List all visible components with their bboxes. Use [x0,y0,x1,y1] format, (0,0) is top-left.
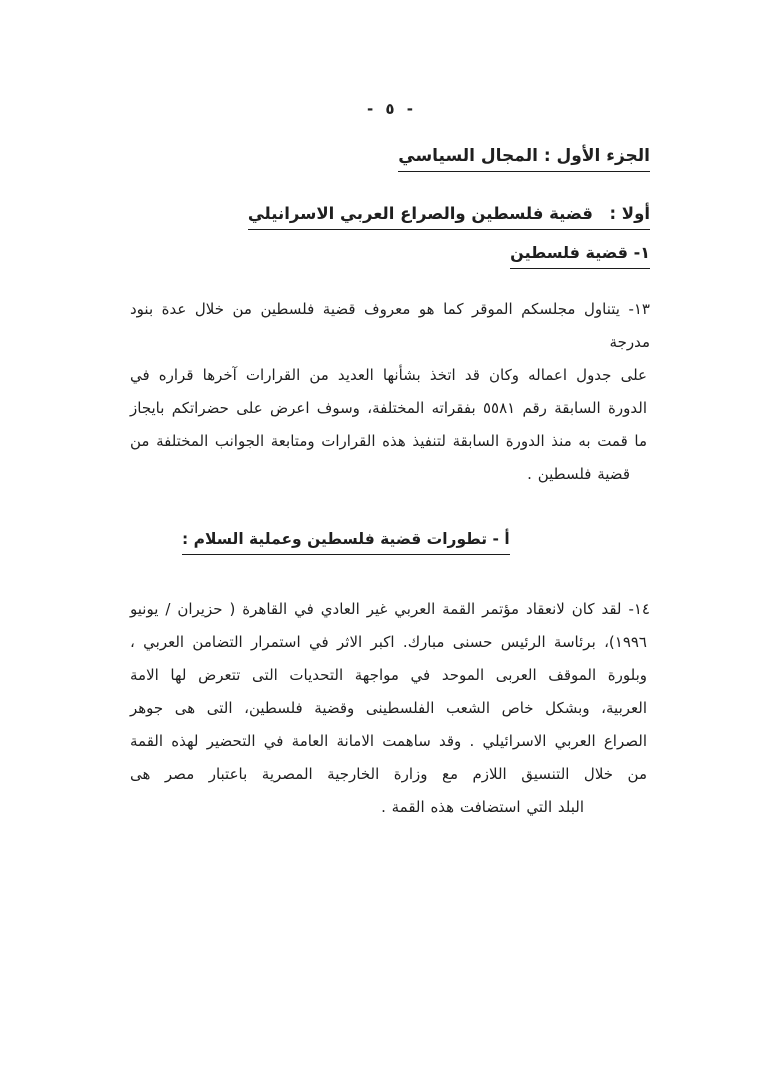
heading-palestine-issue-text: ١- قضية فلسطين [510,241,650,269]
text-line: على جدول اعماله وكان قد اتخذ بشأنها العديد من القرارات آخرها قراره في [130,366,647,384]
page-number: - ٥ - [366,100,414,118]
text-line: ١٤- لقد كان لانعقاد مؤتمر القمة العربي غير العادي في القاهرة ( حزيران / يونيو [130,600,650,618]
text-line: الصراع العربي الاسرائيلي . وقد ساهمت الامانة العامة في التحضير لهذه القمة [130,732,647,750]
heading-palestine-issue [130,241,650,269]
heading-first-topic-text: أولا : قضية فلسطين والصراع العربي الاسرانيلي [248,202,650,230]
text-line: ١٩٩٦)، برئاسة الرئيس حسنى مبارك. اكبر الاثر في استمرار التضامن العربي ، [130,633,647,651]
text-line: البلد التي استضافت هذه القمة . [381,798,584,816]
heading-part-one [130,144,650,172]
paragraph-14 [130,593,650,824]
heading-part-one-text: الجزء الأول : المجال السياسي [398,144,650,172]
text-line: قضية فلسطين . [527,465,630,483]
paragraph-13 [130,293,650,491]
text-line: ١٣- يتناول مجلسكم الموقر كما هو معروف قضية فلسطين من خلال عدة بنود مدرجة [130,300,650,351]
text-line: الدورة السابقة رقم ٥٥٨١ بفقراته المختلفة، وسوف اعرض على حضراتكم بايجاز [130,399,647,417]
text-line: من خلال التنسيق اللازم مع وزارة الخارجية المصرية باعتبار مصر هى [130,765,647,783]
text-line: وبلورة الموقف العربى الموحد في مواجهة التحديات التى تتعرض لها الامة [130,666,647,684]
text-line: العربية، وبشكل خاص الشعب الفلسطينى وقضية فلسطين، التى هى جوهر [130,699,647,717]
heading-section-a-text: أ - تطورات قضية فلسطين وعملية السلام : [182,527,510,555]
heading-first-topic [130,202,650,230]
heading-section-a [130,527,650,555]
text-line: ما قمت به منذ الدورة السابقة لتنفيذ هذه القرارات ومتابعة الجوانب المختلفة من [130,432,647,450]
